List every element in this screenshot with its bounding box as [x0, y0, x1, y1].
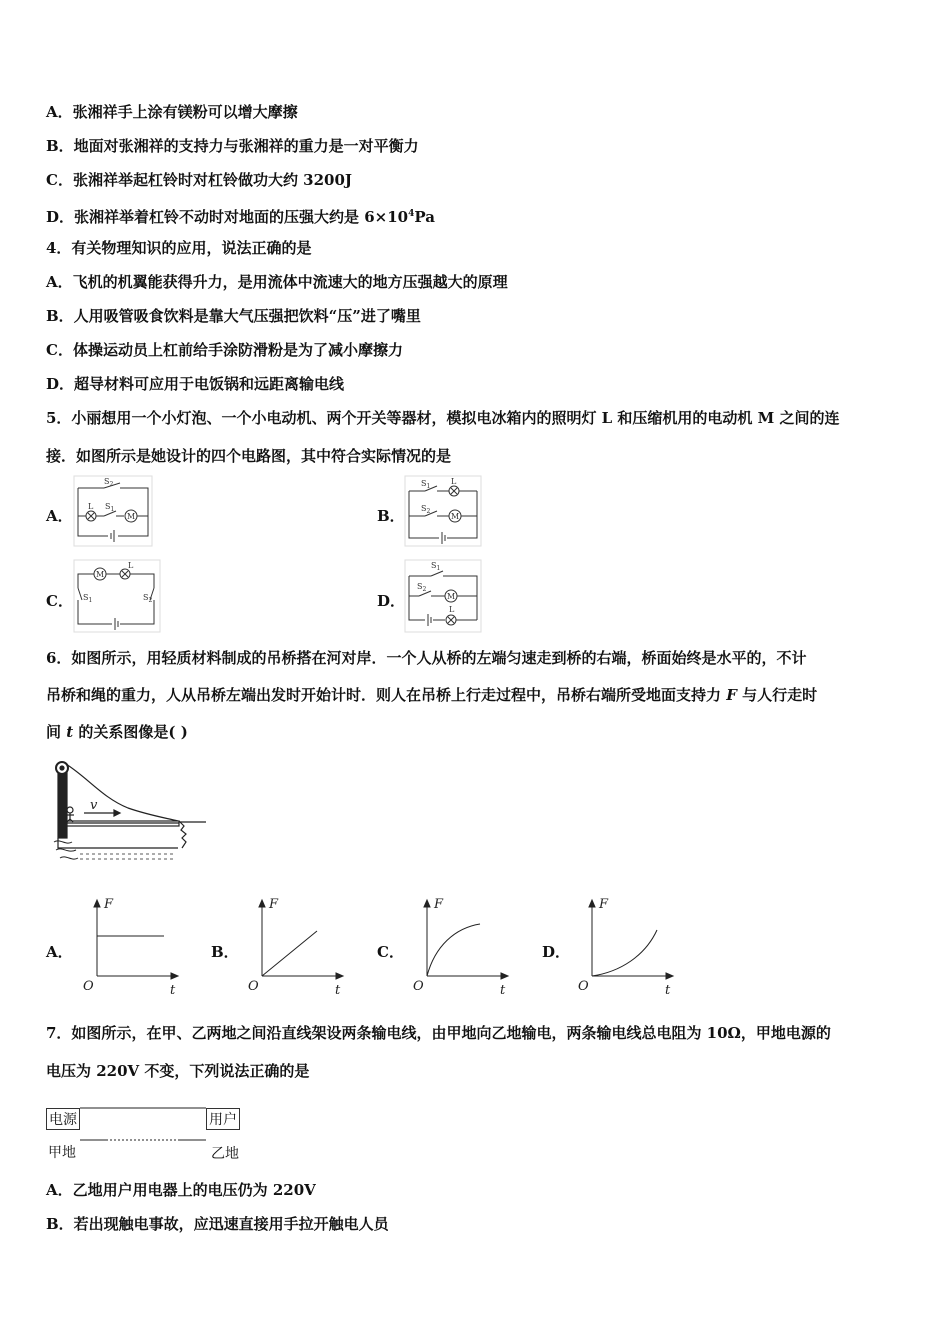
q6-option-b-label: B． [211, 943, 239, 961]
q6-stem-line2 [46, 685, 817, 705]
graph-b-curve [262, 931, 317, 976]
graph-d-t-label: t [665, 983, 671, 998]
q6-stem-line3-end: 的关系图像是( ) [73, 723, 188, 741]
q6-stem-line2-text: 吊桥和绳的重力，人从吊桥左端出发时开始计时．则人在吊桥上行走过程中，吊桥右端所受地面支持力 [46, 686, 727, 704]
graph-b [245, 896, 345, 1000]
circuit-d-s1-label: $S_1$ [431, 561, 441, 572]
circuit-b-l-label: L [451, 477, 457, 486]
power-source-box: 电源 [46, 1108, 80, 1130]
circuit-a-diagram [74, 476, 152, 546]
drawbridge-v-label: v [90, 798, 98, 813]
graph-c-t-label: t [500, 983, 506, 998]
circuit-d-m-label: M [447, 592, 456, 601]
circuit-b-s2-label: $S_2$ [421, 504, 431, 515]
circuit-a-l-label: L [88, 502, 94, 511]
q5-option-c-label: C． [46, 592, 73, 610]
circuit-c-l-label: L [128, 561, 134, 570]
q6-option-d-label: D． [542, 943, 571, 961]
graph-d [575, 896, 675, 1000]
circuit-a-m-label: M [127, 512, 136, 521]
q3-option-b: B．地面对张湘祥的支持力与张湘祥的重力是一对平衡力 [46, 137, 419, 155]
q3-option-d [46, 204, 435, 227]
graph-b-t-label: t [335, 983, 341, 998]
circuit-a-s2-label: $S_2$ [104, 477, 114, 488]
q6-stem-line1: 6．如图所示，用轻质材料制成的吊桥搭在河对岸．一个人从桥的左端匀速走到桥的右端，桥面始终是水平的，不计 [46, 649, 807, 667]
q5-stem-line2: 接．如图所示是她设计的四个电路图，其中符合实际情况的是 [46, 447, 452, 465]
q3-option-d-exponent: 4 [408, 209, 415, 219]
q6-stem-line3-text: 间 [46, 723, 67, 741]
q6-var-t: t [66, 723, 74, 741]
circuit-c-m-label: M [96, 570, 105, 579]
place-yi: 乙地 [211, 1146, 239, 1162]
graph-c-origin-label: O [413, 979, 424, 994]
q7-stem-line1: 7．如图所示，在甲、乙两地之间沿直线架设两条输电线，由甲地向乙地输电，两条输电线总电阻为 10Ω，甲地电源的 [46, 1024, 831, 1042]
circuit-b-s1-label: $S_1$ [421, 479, 431, 490]
q6-option-c-label: C． [377, 943, 404, 961]
drawbridge-figure [48, 758, 208, 864]
q3-option-c: C．张湘祥举起杠铃时对杠铃做功大约 3200J [46, 171, 353, 189]
q4-option-a: A．飞机的机翼能获得升力，是用流体中流速大的地方压强越大的原理 [46, 273, 508, 291]
q7-stem-line2: 电压为 220V 不变，下列说法正确的是 [46, 1062, 310, 1080]
graph-d-origin-label: O [578, 979, 589, 994]
q3-option-d-text: D．张湘祥举着杠铃不动时对地面的压强大约是 6×10 [46, 208, 409, 226]
q6-var-f: F [726, 686, 737, 704]
q7-option-b: B．若出现触电事故，应迅速直接用手拉开触电人员 [46, 1215, 389, 1233]
graph-c [410, 896, 510, 1000]
q6-stem-line3 [46, 722, 188, 742]
graph-d-curve [592, 930, 657, 976]
q6-option-a-label: A． [46, 943, 73, 961]
q3-option-d-unit: Pa [414, 208, 435, 226]
q4-option-b: B．人用吸管吸食饮料是靠大气压强把饮料“压”进了嘴里 [46, 307, 421, 325]
q5-option-b-label: B． [377, 507, 405, 525]
circuit-d-l-label: L [449, 605, 455, 614]
graph-c-f-label: F [434, 897, 444, 912]
circuit-c-diagram [74, 560, 160, 632]
q5-stem-line1: 5．小丽想用一个小灯泡、一个小电动机、两个开关等器材，模拟电冰箱内的照明灯 L 和压缩机用的电动机 M 之间的连 [46, 409, 840, 427]
graph-b-f-label: F [269, 897, 279, 912]
q5-option-a-label: A． [46, 507, 73, 525]
circuit-b-diagram [405, 476, 481, 546]
q4-option-d: D．超导材料可应用于电饭锅和远距离输电线 [46, 375, 345, 393]
q4-stem: 4．有关物理知识的应用，说法正确的是 [46, 239, 312, 257]
circuit-d-diagram [405, 560, 481, 632]
graph-a-t-label: t [170, 983, 176, 998]
q3-option-a: A．张湘祥手上涂有镁粉可以增大摩擦 [46, 103, 298, 121]
place-jia: 甲地 [48, 1145, 76, 1161]
circuit-b-m-label: M [451, 512, 460, 521]
graph-a-origin-label: O [83, 979, 94, 994]
circuit-c-s1-label: $S_1$ [83, 593, 93, 604]
circuit-c-s2-label: $S_2$ [143, 593, 153, 604]
q7-option-a: A．乙地用户用电器上的电压仍为 220V [46, 1181, 316, 1199]
graph-b-origin-label: O [248, 979, 259, 994]
q5-option-d-label: D． [377, 592, 406, 610]
circuit-d-s2-label: $S_2$ [417, 582, 427, 593]
graph-d-f-label: F [599, 897, 609, 912]
graph-a [80, 896, 180, 1000]
q4-option-c: C．体操运动员上杠前给手涂防滑粉是为了减小摩擦力 [46, 341, 403, 359]
graph-a-f-label: F [104, 897, 114, 912]
q6-stem-line2-end: 与人行走时 [736, 686, 818, 704]
graph-c-curve [427, 924, 480, 976]
user-box: 用户 [206, 1108, 240, 1130]
circuit-a-s1-label: $S_1$ [105, 502, 115, 513]
transmission-lines [78, 1100, 208, 1142]
